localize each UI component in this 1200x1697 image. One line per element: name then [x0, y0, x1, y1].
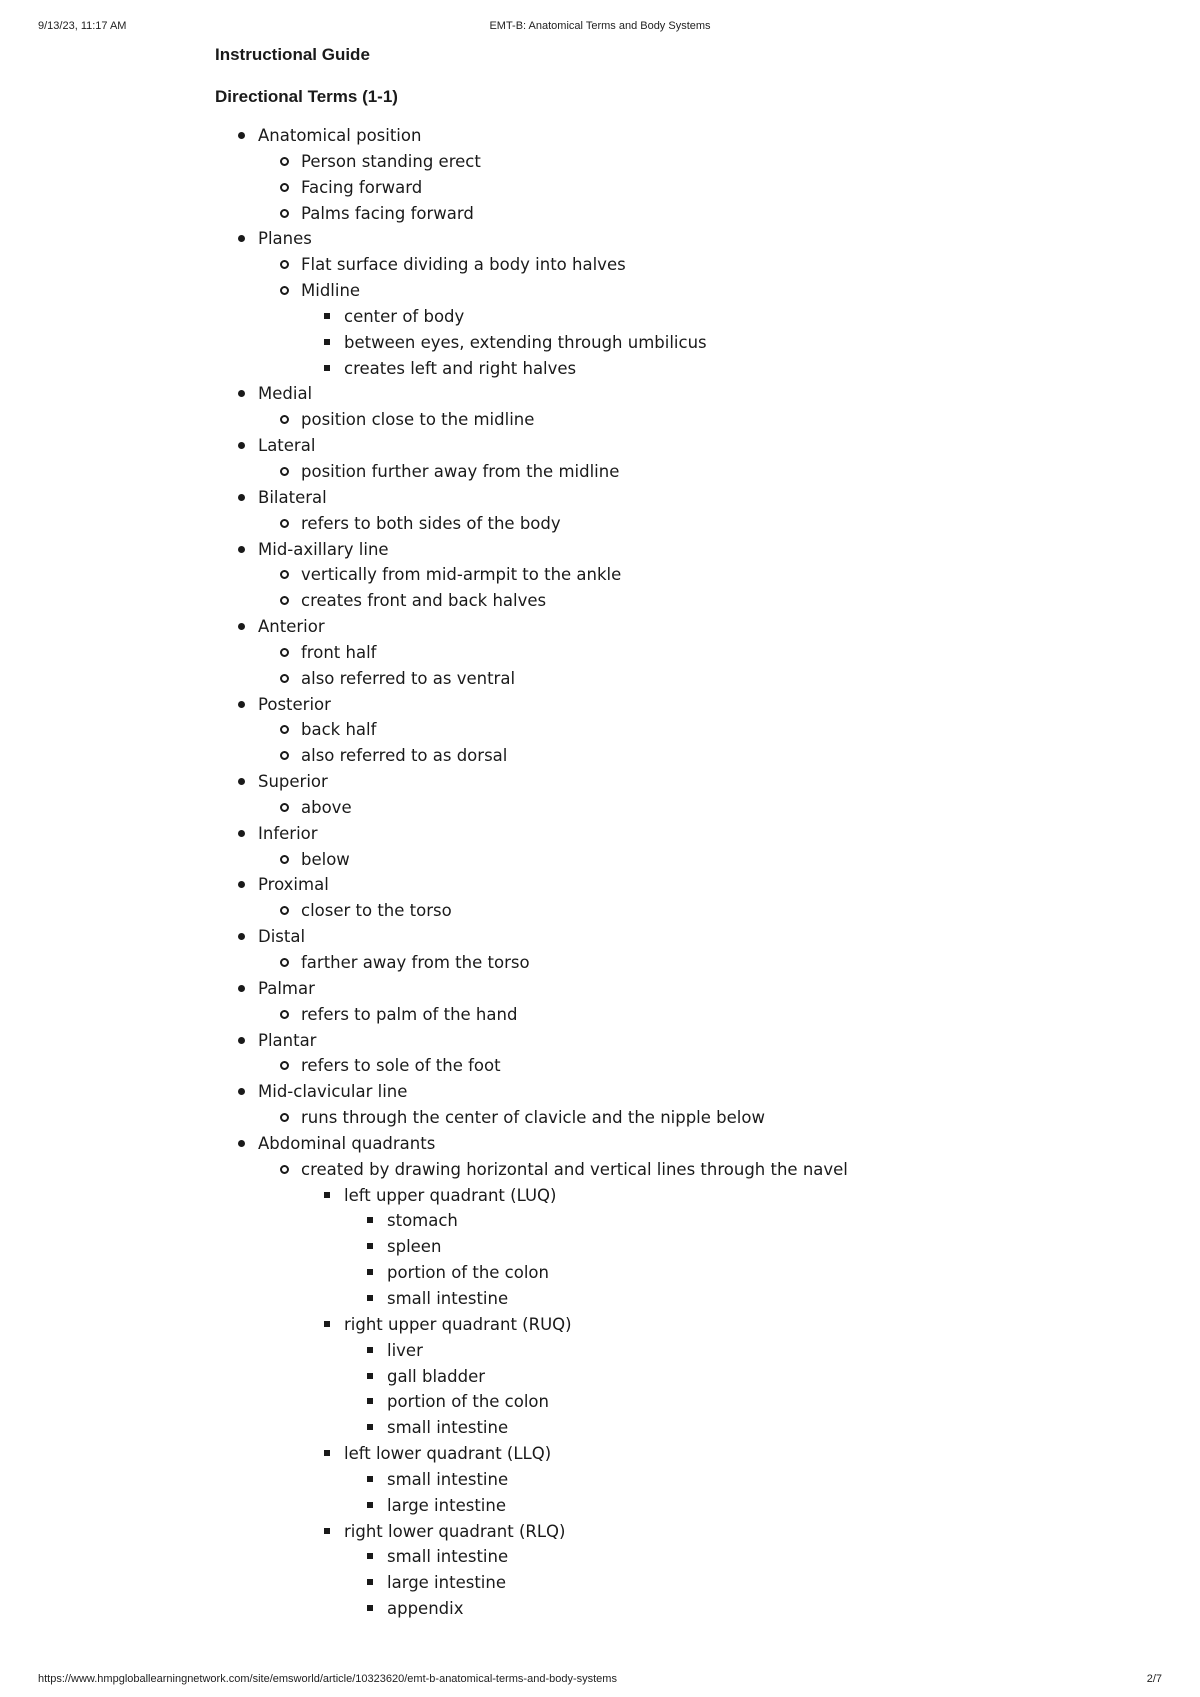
square-bullet-icon [367, 1269, 373, 1275]
list-item [258, 717, 1115, 743]
list-item-text: Facing forward [301, 177, 423, 197]
list-item [344, 1596, 1115, 1622]
list-item-text: closer to the torso [301, 901, 452, 921]
list-item [215, 872, 1115, 924]
list-item-text: left upper quadrant (LUQ) [344, 1185, 557, 1205]
list-item-text: large intestine [387, 1573, 506, 1593]
list-item [344, 1389, 1115, 1415]
list-item [215, 1079, 1115, 1131]
sub-list [258, 562, 1115, 614]
list-item-text: creates front and back halves [301, 591, 547, 611]
disc-bullet-icon [238, 390, 245, 397]
circle-bullet-icon [280, 855, 289, 864]
list-item-text: portion of the colon [387, 1392, 549, 1412]
list-item-text: below [301, 849, 350, 869]
sub-list [258, 898, 1115, 924]
list-item [258, 407, 1115, 433]
list-item-text: small intestine [387, 1418, 509, 1438]
list-item-text: refers to both sides of the body [301, 513, 561, 533]
list-item-text: Flat surface dividing a body into halves [301, 255, 626, 275]
square-bullet-icon [367, 1553, 373, 1559]
disc-bullet-icon [238, 442, 245, 449]
directional-terms-list [215, 123, 1115, 1622]
list-item-text: small intestine [387, 1547, 509, 1567]
print-datetime: 9/13/23, 11:17 AM [38, 20, 127, 32]
sub-list [344, 1544, 1115, 1622]
list-item-text: Posterior [258, 694, 331, 714]
sub-list [258, 511, 1115, 537]
list-item-text: Plantar [258, 1030, 317, 1050]
list-item [301, 356, 1115, 382]
circle-bullet-icon [280, 1113, 289, 1122]
list-item [344, 1234, 1115, 1260]
list-item [258, 847, 1115, 873]
list-item [258, 252, 1115, 278]
list-item-text: Superior [258, 772, 328, 792]
disc-bullet-icon [238, 546, 245, 553]
list-item-text: front half [301, 642, 377, 662]
list-item [301, 304, 1115, 330]
list-item [258, 1157, 1115, 1622]
sub-list [258, 950, 1115, 976]
list-item [258, 459, 1115, 485]
circle-bullet-icon [280, 157, 289, 166]
square-bullet-icon [324, 1528, 330, 1534]
sub-list [258, 252, 1115, 381]
disc-bullet-icon [238, 235, 245, 242]
disc-bullet-icon [238, 985, 245, 992]
disc-bullet-icon [238, 881, 245, 888]
list-item-text: Palmar [258, 978, 315, 998]
list-item [258, 278, 1115, 381]
circle-bullet-icon [280, 519, 289, 528]
list-item [258, 898, 1115, 924]
circle-bullet-icon [280, 803, 289, 812]
list-item [258, 795, 1115, 821]
list-item [258, 1053, 1115, 1079]
disc-bullet-icon [238, 623, 245, 630]
list-item [215, 381, 1115, 433]
list-item-text: Proximal [258, 875, 329, 895]
list-item-text: Inferior [258, 823, 318, 843]
list-item-text: Midline [301, 281, 361, 301]
sub-list [258, 1105, 1115, 1131]
list-item-text: farther away from the torso [301, 953, 530, 972]
list-item-text: Mid-clavicular line [258, 1082, 408, 1102]
disc-bullet-icon [238, 132, 245, 139]
circle-bullet-icon [280, 958, 289, 967]
sub-list [258, 1002, 1115, 1028]
square-bullet-icon [324, 1321, 330, 1327]
list-item [344, 1286, 1115, 1312]
circle-bullet-icon [280, 1165, 289, 1174]
list-item [258, 743, 1115, 769]
list-item-text: refers to palm of the hand [301, 1004, 518, 1024]
sub-list [258, 407, 1115, 433]
sub-list [301, 1183, 1115, 1622]
list-item-text: refers to sole of the foot [301, 1056, 501, 1076]
list-item [215, 123, 1115, 226]
list-item [215, 537, 1115, 615]
list-item [258, 149, 1115, 175]
list-item [215, 1028, 1115, 1080]
list-item [344, 1338, 1115, 1364]
list-item [344, 1467, 1115, 1493]
sub-list [258, 847, 1115, 873]
square-bullet-icon [367, 1398, 373, 1404]
sub-list [301, 304, 1115, 382]
list-item-text: large intestine [387, 1495, 506, 1515]
sub-list [344, 1208, 1115, 1311]
disc-bullet-icon [238, 494, 245, 501]
list-item-text: also referred to as dorsal [301, 746, 508, 766]
circle-bullet-icon [280, 751, 289, 760]
sub-list [258, 459, 1115, 485]
list-item-text: right upper quadrant (RUQ) [344, 1314, 572, 1334]
disc-bullet-icon [238, 830, 245, 837]
list-item [344, 1415, 1115, 1441]
square-bullet-icon [367, 1295, 373, 1301]
list-item [215, 433, 1115, 485]
list-item-text: Palms facing forward [301, 203, 474, 223]
sub-list [258, 640, 1115, 692]
list-item [344, 1493, 1115, 1519]
list-item-text: Mid-axillary line [258, 539, 389, 559]
print-title: EMT-B: Anatomical Terms and Body Systems [489, 20, 711, 32]
list-item [258, 562, 1115, 588]
list-item [215, 485, 1115, 537]
list-item [258, 588, 1115, 614]
square-bullet-icon [367, 1579, 373, 1585]
disc-bullet-icon [238, 1037, 245, 1044]
section-title: Directional Terms (1-1) [215, 87, 398, 106]
list-item-text: appendix [387, 1599, 464, 1619]
list-item-text: Anatomical position [258, 126, 422, 145]
circle-bullet-icon [280, 570, 289, 579]
list-item [344, 1544, 1115, 1570]
list-item [215, 821, 1115, 873]
disc-bullet-icon [238, 1088, 245, 1095]
circle-bullet-icon [280, 209, 289, 218]
circle-bullet-icon [280, 725, 289, 734]
list-item-text: liver [387, 1340, 423, 1360]
page-number: 2/7 [1146, 1673, 1162, 1685]
list-item [258, 201, 1115, 227]
list-item [344, 1570, 1115, 1596]
circle-bullet-icon [280, 183, 289, 192]
list-item-text: above [301, 797, 352, 817]
list-item-text: Medial [258, 384, 313, 404]
list-item-text: Person standing erect [301, 151, 481, 171]
list-item [258, 640, 1115, 666]
list-item [301, 1312, 1115, 1441]
circle-bullet-icon [280, 906, 289, 915]
square-bullet-icon [324, 1192, 330, 1198]
list-item [215, 1131, 1115, 1622]
circle-bullet-icon [280, 648, 289, 657]
list-item-text: gall bladder [387, 1366, 486, 1386]
disc-bullet-icon [238, 778, 245, 785]
list-item-text: Lateral [258, 436, 316, 456]
square-bullet-icon [367, 1476, 373, 1482]
list-item [258, 950, 1115, 976]
list-item-text: created by drawing horizontal and vertical lines through the navel [301, 1159, 848, 1179]
circle-bullet-icon [280, 1010, 289, 1019]
circle-bullet-icon [280, 286, 289, 295]
list-item-text: position further away from the midline [301, 461, 620, 481]
list-item [301, 1183, 1115, 1312]
square-bullet-icon [367, 1373, 373, 1379]
square-bullet-icon [367, 1217, 373, 1223]
list-item [215, 692, 1115, 770]
list-item-text: Abdominal quadrants [258, 1133, 436, 1153]
sub-list [258, 1157, 1115, 1622]
list-item-text: stomach [387, 1211, 458, 1231]
square-bullet-icon [367, 1605, 373, 1611]
list-item-text: runs through the center of clavicle and the nipple below [301, 1108, 765, 1128]
list-item [301, 1441, 1115, 1519]
list-item [344, 1260, 1115, 1286]
circle-bullet-icon [280, 467, 289, 476]
article-content [215, 42, 1115, 1622]
list-item-text: Planes [258, 229, 312, 249]
list-item-text: between eyes, extending through umbilicus [344, 332, 707, 352]
list-item [215, 924, 1115, 976]
sub-list [258, 1053, 1115, 1079]
list-item-text: Distal [258, 927, 306, 947]
circle-bullet-icon [280, 596, 289, 605]
square-bullet-icon [324, 339, 330, 345]
list-item [215, 976, 1115, 1028]
list-item [258, 1002, 1115, 1028]
list-item-text: back half [301, 720, 377, 740]
print-url: https://www.hmpgloballearningnetwork.com/site/emsworld/article/10323620/emt-b-anatomical-terms-and-body-systems [38, 1673, 617, 1685]
list-item-text: left lower quadrant (LLQ) [344, 1444, 552, 1464]
list-item [215, 769, 1115, 821]
square-bullet-icon [324, 1450, 330, 1456]
list-item-text: Bilateral [258, 487, 327, 507]
list-item [344, 1364, 1115, 1390]
circle-bullet-icon [280, 415, 289, 424]
disc-bullet-icon [238, 933, 245, 940]
circle-bullet-icon [280, 260, 289, 269]
print-header [38, 20, 1162, 36]
list-item-text: Anterior [258, 617, 325, 637]
square-bullet-icon [324, 313, 330, 319]
list-item [258, 666, 1115, 692]
list-item-text: spleen [387, 1237, 442, 1257]
list-item [258, 1105, 1115, 1131]
sub-list [258, 717, 1115, 769]
list-item [258, 511, 1115, 537]
square-bullet-icon [367, 1502, 373, 1508]
list-item-text: small intestine [387, 1469, 509, 1489]
square-bullet-icon [367, 1243, 373, 1249]
list-item [344, 1208, 1115, 1234]
list-item [215, 226, 1115, 381]
list-item [301, 330, 1115, 356]
list-item-text: creates left and right halves [344, 358, 577, 378]
circle-bullet-icon [280, 1061, 289, 1070]
page-heading: Instructional Guide [215, 45, 370, 64]
circle-bullet-icon [280, 674, 289, 683]
sub-list [258, 795, 1115, 821]
disc-bullet-icon [238, 701, 245, 708]
list-item-text: small intestine [387, 1288, 509, 1308]
list-item-text: position close to the midline [301, 410, 535, 430]
square-bullet-icon [367, 1347, 373, 1353]
list-item-text: portion of the colon [387, 1263, 549, 1283]
list-item [301, 1519, 1115, 1622]
sub-list [258, 149, 1115, 227]
list-item-text: also referred to as ventral [301, 668, 516, 688]
square-bullet-icon [367, 1424, 373, 1430]
print-footer [38, 1673, 1162, 1689]
list-item-text: vertically from mid-armpit to the ankle [301, 565, 622, 585]
sub-list [344, 1338, 1115, 1441]
list-item-text: center of body [344, 306, 465, 326]
disc-bullet-icon [238, 1140, 245, 1147]
list-item [258, 175, 1115, 201]
list-item-text: right lower quadrant (RLQ) [344, 1521, 566, 1541]
square-bullet-icon [324, 365, 330, 371]
list-item [215, 614, 1115, 692]
sub-list [344, 1467, 1115, 1519]
